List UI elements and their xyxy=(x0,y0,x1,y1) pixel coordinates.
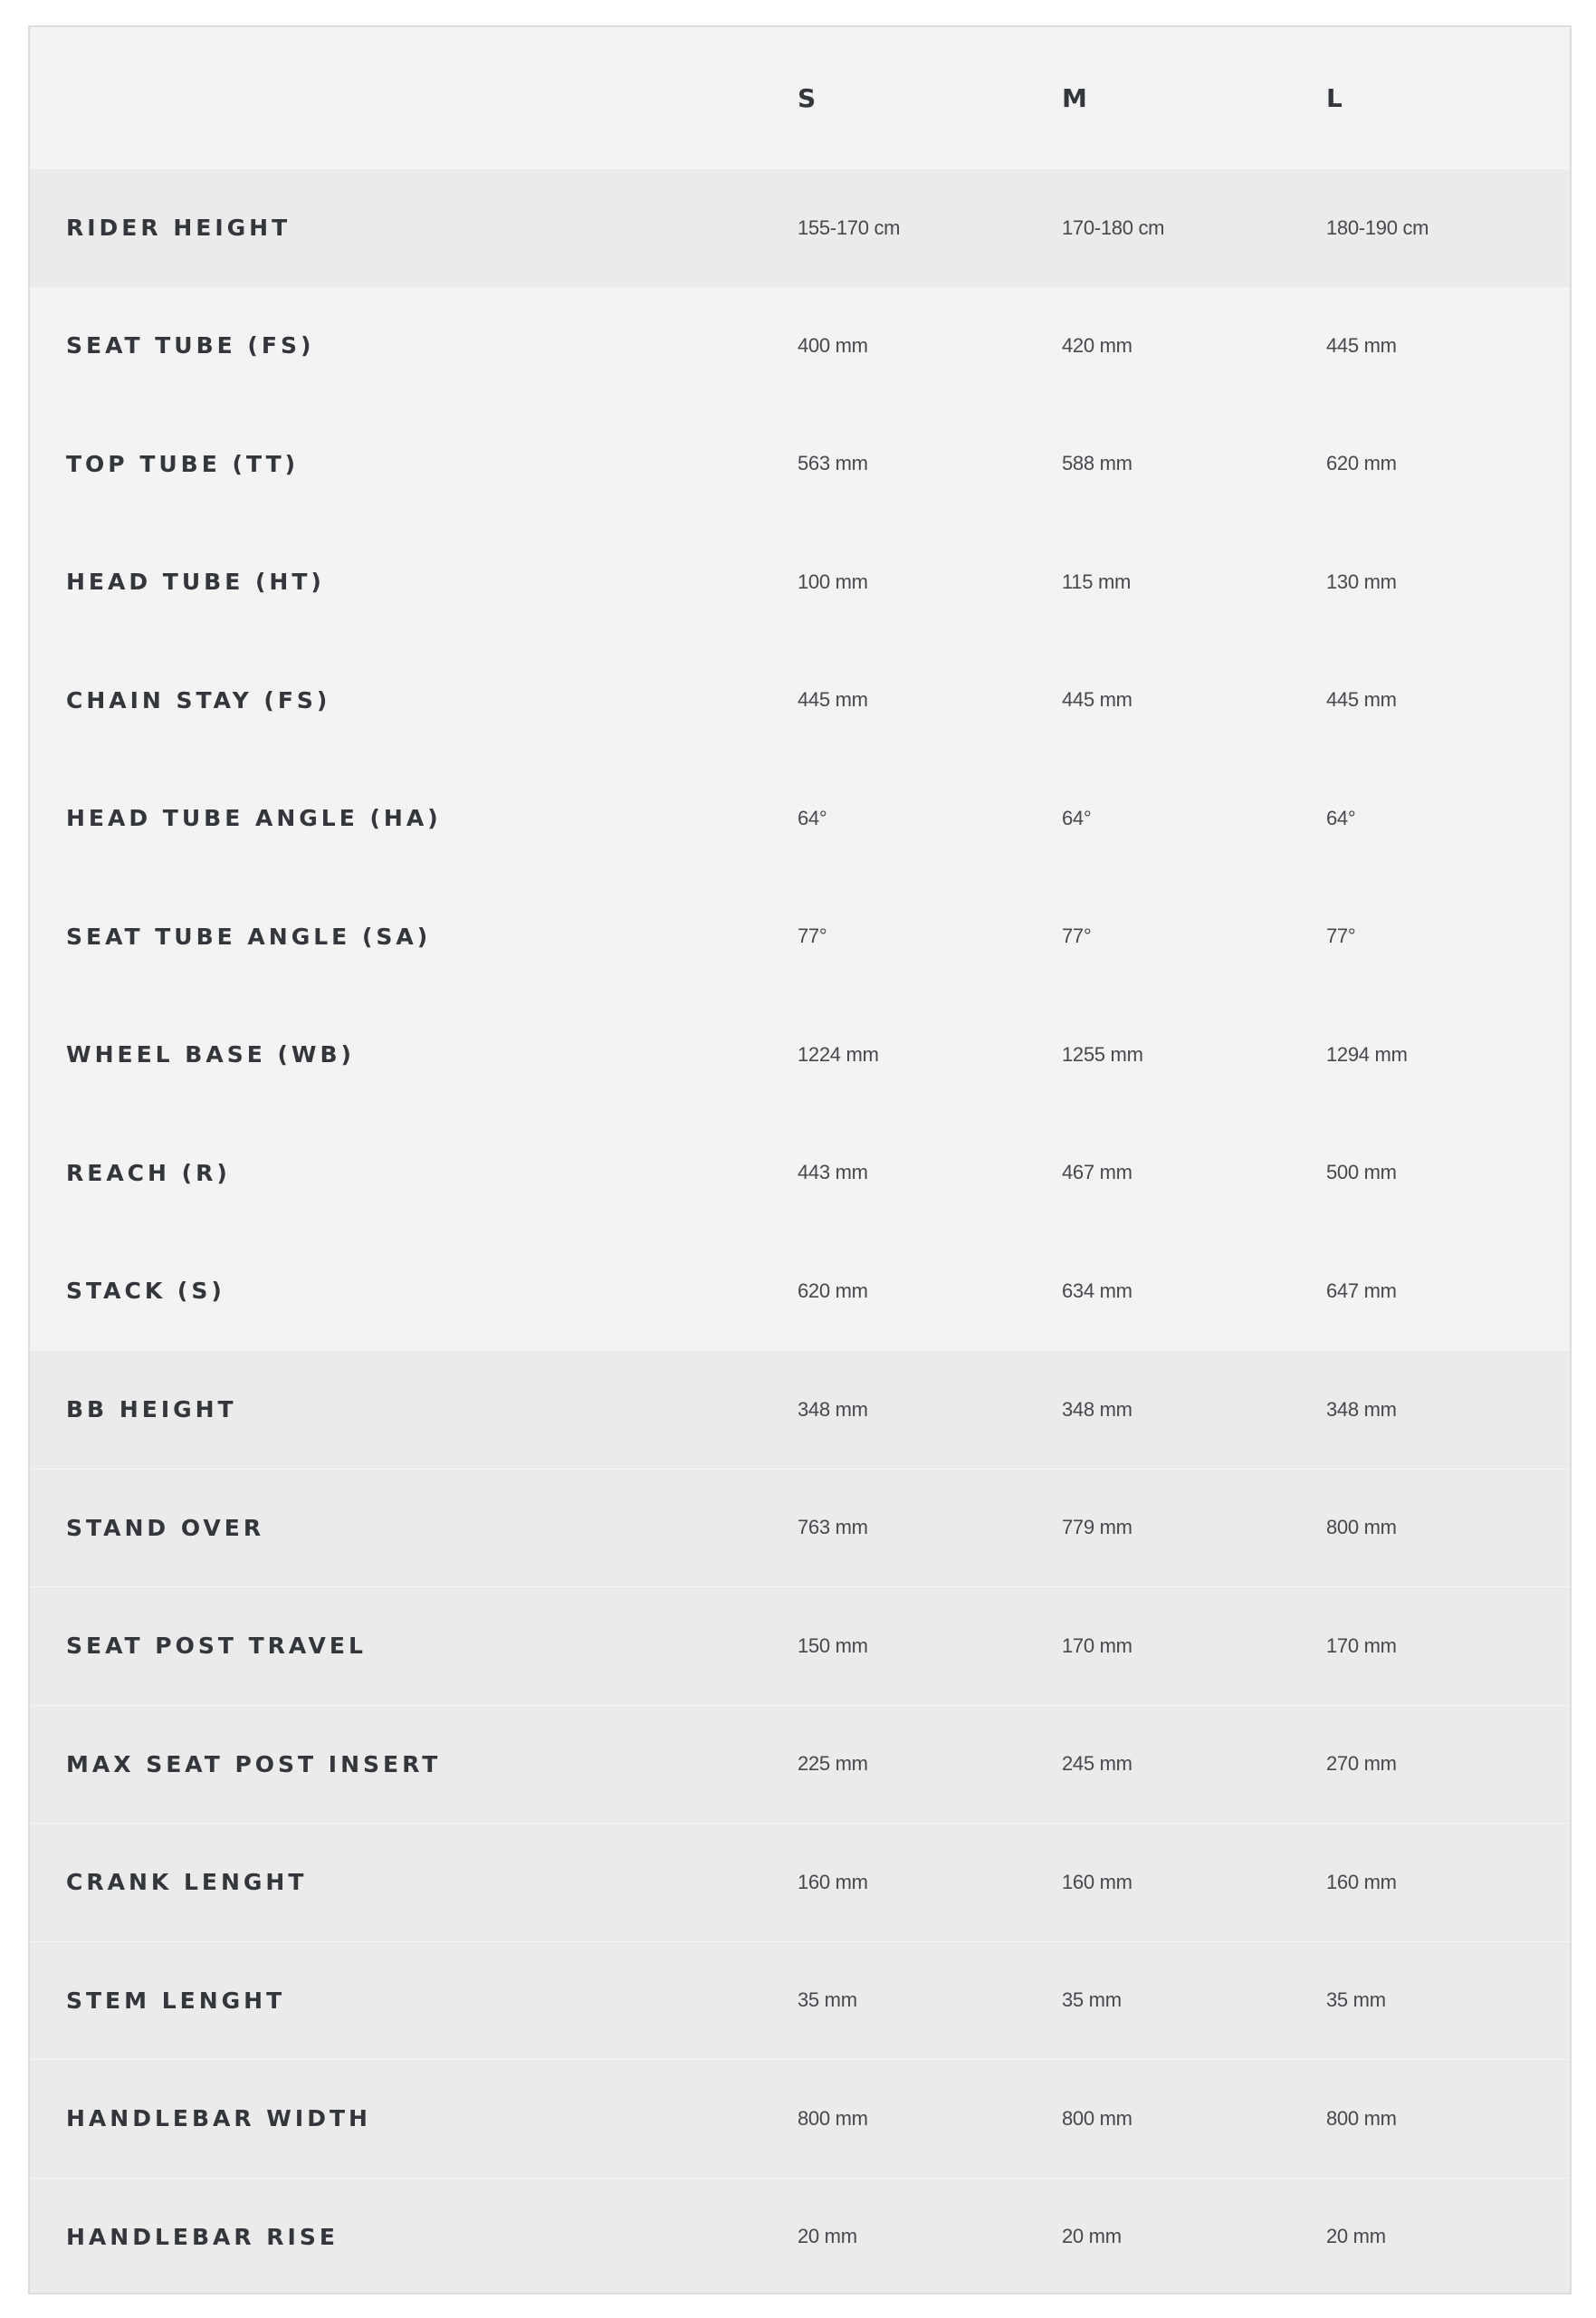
row-label: HEAD TUBE (HT) xyxy=(66,569,325,596)
row-value-s: 800 mm xyxy=(798,2106,868,2130)
row-value-l: 20 mm xyxy=(1326,2225,1386,2248)
row-value-s: 1224 mm xyxy=(798,1042,879,1066)
row-value-l: 348 mm xyxy=(1326,1397,1397,1421)
row-value-m: 35 mm xyxy=(1062,1988,1122,2012)
table-row xyxy=(30,287,1570,406)
row-value-l: 77° xyxy=(1326,924,1356,948)
row-value-s: 160 mm xyxy=(798,1870,868,1893)
row-label: WHEEL BASE (WB) xyxy=(66,1041,355,1068)
row-label: SEAT POST TRAVEL xyxy=(66,1633,367,1660)
row-value-s: 35 mm xyxy=(798,1988,857,2012)
table-row xyxy=(30,760,1570,878)
row-value-s: 400 mm xyxy=(798,333,868,357)
table-row xyxy=(30,641,1570,760)
table-row xyxy=(30,877,1570,996)
row-value-s: 64° xyxy=(798,806,827,829)
row-value-l: 170 mm xyxy=(1326,1633,1397,1657)
row-label: STAND OVER xyxy=(66,1514,265,1541)
table-row xyxy=(30,523,1570,642)
row-value-m: 77° xyxy=(1062,924,1092,948)
header-size-l: L xyxy=(1326,82,1343,113)
row-value-m: 634 mm xyxy=(1062,1279,1132,1302)
row-value-l: 130 mm xyxy=(1326,570,1397,593)
row-label: CRANK LENGHT xyxy=(66,1869,308,1896)
row-value-s: 620 mm xyxy=(798,1279,868,1302)
row-label: HANDLEBAR RISE xyxy=(66,2223,339,2250)
row-value-m: 1255 mm xyxy=(1062,1042,1143,1066)
row-value-m: 348 mm xyxy=(1062,1397,1132,1421)
table-row xyxy=(30,996,1570,1115)
row-value-s: 225 mm xyxy=(798,1752,868,1776)
table-body xyxy=(30,168,1570,2294)
row-value-m: 170 mm xyxy=(1062,1633,1132,1657)
table-row xyxy=(30,1469,1570,1587)
row-value-m: 115 mm xyxy=(1062,570,1132,593)
row-label: TOP TUBE (TT) xyxy=(66,450,300,477)
row-value-l: 64° xyxy=(1326,806,1356,829)
row-value-m: 420 mm xyxy=(1062,333,1132,357)
row-value-s: 348 mm xyxy=(798,1397,868,1421)
table-row xyxy=(30,1586,1570,1705)
row-label: SEAT TUBE ANGLE (SA) xyxy=(66,923,432,950)
row-value-m: 160 mm xyxy=(1062,1870,1132,1893)
row-value-m: 588 mm xyxy=(1062,452,1132,475)
row-value-l: 800 mm xyxy=(1326,2106,1397,2130)
row-value-l: 270 mm xyxy=(1326,1752,1397,1776)
table-row xyxy=(30,1350,1570,1469)
header-size-s: S xyxy=(798,82,817,113)
table-row xyxy=(30,1823,1570,1941)
table-row xyxy=(30,405,1570,523)
row-value-m: 467 mm xyxy=(1062,1161,1132,1184)
table-row xyxy=(30,168,1570,287)
table-row xyxy=(30,1114,1570,1232)
table-row xyxy=(30,2059,1570,2178)
row-value-s: 150 mm xyxy=(798,1633,868,1657)
row-value-m: 245 mm xyxy=(1062,1752,1132,1776)
row-value-l: 620 mm xyxy=(1326,452,1397,475)
row-label: RIDER HEIGHT xyxy=(66,215,291,242)
table-row xyxy=(30,2178,1570,2295)
row-label: REACH (R) xyxy=(66,1159,231,1186)
row-value-l: 180-190 cm xyxy=(1326,216,1429,239)
table-row xyxy=(30,1232,1570,1351)
table-row xyxy=(30,1941,1570,2060)
row-value-l: 160 mm xyxy=(1326,1870,1397,1893)
row-value-s: 763 mm xyxy=(798,1516,868,1539)
row-value-m: 64° xyxy=(1062,806,1092,829)
row-value-s: 20 mm xyxy=(798,2225,857,2248)
row-value-m: 20 mm xyxy=(1062,2225,1122,2248)
row-value-m: 445 mm xyxy=(1062,688,1132,712)
row-value-s: 563 mm xyxy=(798,452,868,475)
row-label: CHAIN STAY (FS) xyxy=(66,686,331,714)
row-value-l: 445 mm xyxy=(1326,333,1397,357)
row-value-m: 170-180 cm xyxy=(1062,216,1165,239)
row-value-l: 445 mm xyxy=(1326,688,1397,712)
row-value-l: 647 mm xyxy=(1326,1279,1397,1302)
row-value-s: 443 mm xyxy=(798,1161,868,1184)
geometry-table xyxy=(28,25,1572,2294)
row-value-s: 77° xyxy=(798,924,827,948)
row-value-l: 35 mm xyxy=(1326,1988,1386,2012)
header-size-m: M xyxy=(1062,82,1087,113)
table-row xyxy=(30,1705,1570,1824)
row-label: HANDLEBAR WIDTH xyxy=(66,2105,371,2132)
row-value-m: 779 mm xyxy=(1062,1516,1132,1539)
row-value-l: 500 mm xyxy=(1326,1161,1397,1184)
row-value-s: 445 mm xyxy=(798,688,868,712)
row-value-s: 155-170 cm xyxy=(798,216,901,239)
row-value-m: 800 mm xyxy=(1062,2106,1132,2130)
row-value-l: 1294 mm xyxy=(1326,1042,1408,1066)
row-label: SEAT TUBE (FS) xyxy=(66,332,315,359)
row-value-l: 800 mm xyxy=(1326,1516,1397,1539)
row-label: MAX SEAT POST INSERT xyxy=(66,1750,442,1777)
row-label: STACK (S) xyxy=(66,1278,225,1305)
table-header xyxy=(30,27,1570,168)
row-label: BB HEIGHT xyxy=(66,1396,237,1423)
row-label: STEM LENGHT xyxy=(66,1987,286,2014)
row-value-s: 100 mm xyxy=(798,570,868,593)
row-label: HEAD TUBE ANGLE (HA) xyxy=(66,805,442,832)
